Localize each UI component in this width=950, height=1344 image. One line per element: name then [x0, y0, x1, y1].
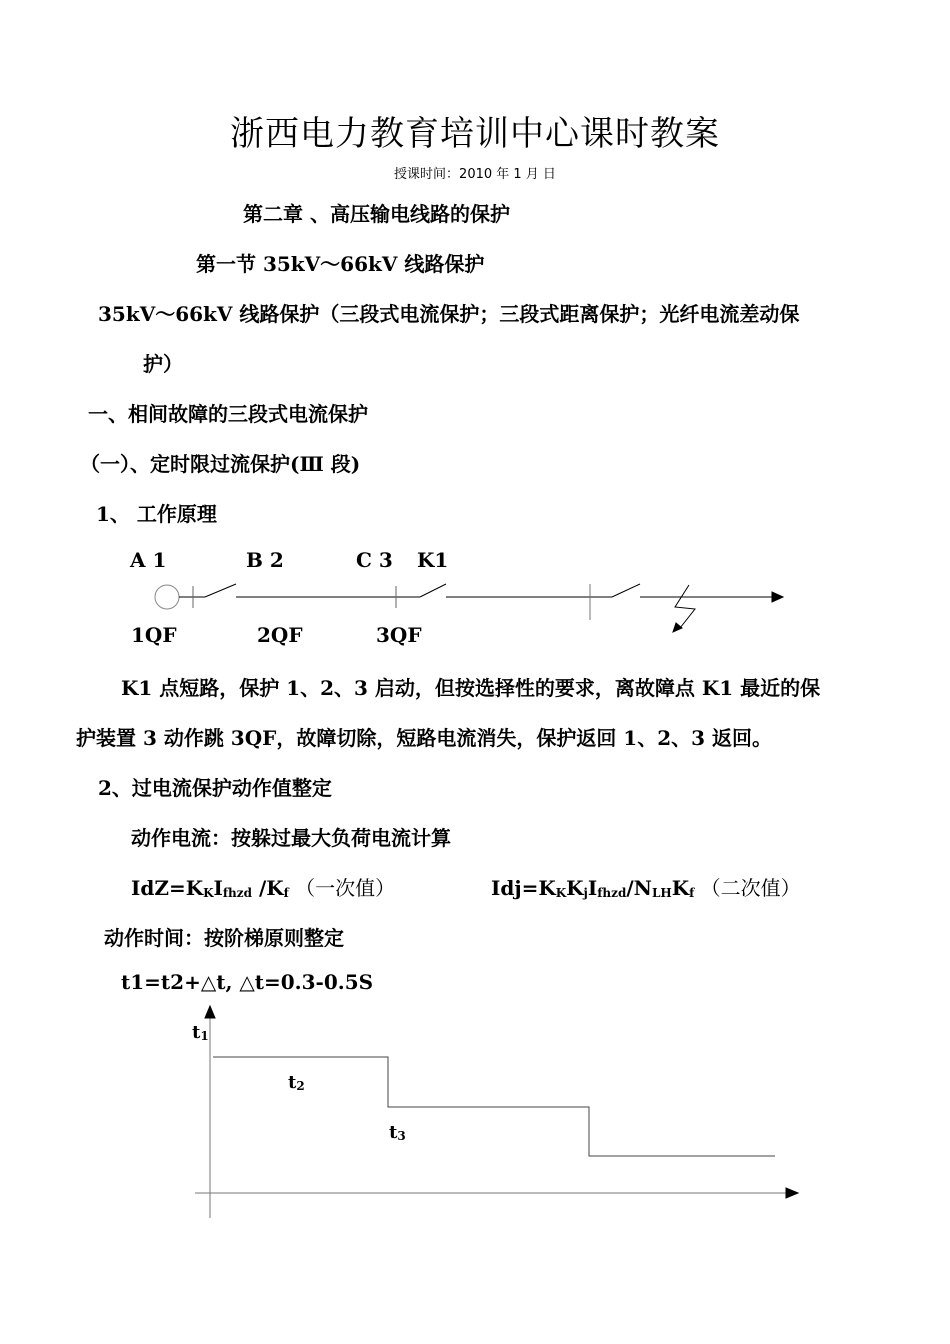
step-label-letter: t [192, 1022, 201, 1043]
x-axis-arrow-icon [786, 1188, 798, 1198]
item2-heading: 2、过电流保护动作值整定 [98, 776, 332, 800]
fault-arrow-icon [673, 623, 682, 632]
breaker-label-1qf: 1QF [131, 623, 177, 647]
time-formula: t1=t2+△t, △t=0.3-0.5S [121, 970, 374, 994]
formula-subscript: j [583, 886, 588, 900]
breaker-label-2qf: 2QF [257, 623, 303, 647]
formula-subscript: f [689, 886, 695, 900]
section-heading: 第一节 35kV～66kV 线路保护 [196, 252, 485, 276]
formula-subscript: fhzd [597, 886, 627, 900]
formula-secondary-text: Idj=K [491, 876, 556, 900]
formula-subscript: K [203, 886, 214, 900]
formula-secondary [491, 872, 801, 901]
step-label-t2 [288, 1072, 305, 1093]
formula-primary-text: /K [251, 876, 284, 900]
part1-heading: 一、相间故障的三段式电流保护 [88, 402, 368, 426]
formula-primary-note: （一次值） [288, 876, 396, 900]
formula-secondary-note: （二次值） [694, 876, 801, 900]
breaker-3qf-blade [420, 584, 446, 597]
formula-secondary-text: K [566, 876, 584, 900]
line-arrow-icon [772, 592, 783, 602]
source-generator [155, 585, 179, 609]
chapter-heading: 第二章 、高压输电线路的保护 [243, 202, 510, 226]
step-label-index: 2 [296, 1079, 305, 1093]
bus-label-b: B 2 [246, 548, 284, 572]
time-rule: 动作时间：按阶梯原则整定 [104, 926, 344, 950]
lesson-date: 授课时间：2010 年 1 月 日 [394, 167, 556, 182]
formula-secondary-text: I [587, 876, 598, 900]
step-label-index: 3 [397, 1129, 406, 1143]
intro-line-1: 35kV～66kV 线路保护（三段式电流保护；三段式距离保护；光纤电流差动保 [98, 302, 800, 326]
line-diagram [155, 584, 783, 632]
step-label-t3 [389, 1122, 406, 1143]
formula-primary [131, 872, 395, 901]
formula-secondary-text: K [671, 876, 690, 900]
formula-subscript: K [555, 886, 567, 900]
y-axis-arrow-icon [205, 1006, 215, 1018]
fault-lightning-icon [675, 585, 695, 628]
fault-point-label: K1 [417, 548, 449, 572]
step-label-letter: t [389, 1122, 398, 1143]
breaker-blade [612, 584, 640, 597]
intro-line-2: 护） [143, 352, 183, 376]
formula-secondary-text: /N [626, 876, 652, 900]
formula-primary-text: IdZ=K [131, 876, 204, 900]
bus-label-c: C 3 [356, 548, 393, 572]
formula-subscript: fhzd [222, 886, 252, 900]
breaker-label-3qf: 3QF [376, 623, 422, 647]
item1-heading: 1、 工作原理 [96, 502, 217, 526]
step-label-letter: t [288, 1072, 297, 1093]
bus-label-a: A 1 [130, 548, 167, 572]
time-step-diagram [195, 1006, 798, 1218]
para1-line-1: K1 点短路，保护 1、2、3 启动，但按选择性的要求，离故障点 K1 最近的保 [121, 676, 821, 700]
step-label-t1 [192, 1022, 209, 1043]
formula-primary-text: I [213, 876, 223, 900]
breaker-1qf-blade [205, 584, 236, 597]
page-title: 浙西电力教育培训中心课时教案 [230, 114, 720, 154]
step-label-index: 1 [200, 1029, 209, 1043]
formula-subscript: f [283, 886, 289, 900]
subsection1-heading: （一）、定时限过流保护(Ⅲ 段) [80, 452, 361, 476]
current-rule: 动作电流：按躲过最大负荷电流计算 [131, 826, 451, 850]
para1-line-2: 护装置 3 动作跳 3QF，故障切除，短路电流消失，保护返回 1、2、3 返回。 [76, 726, 773, 750]
formula-subscript: LH [651, 886, 672, 900]
